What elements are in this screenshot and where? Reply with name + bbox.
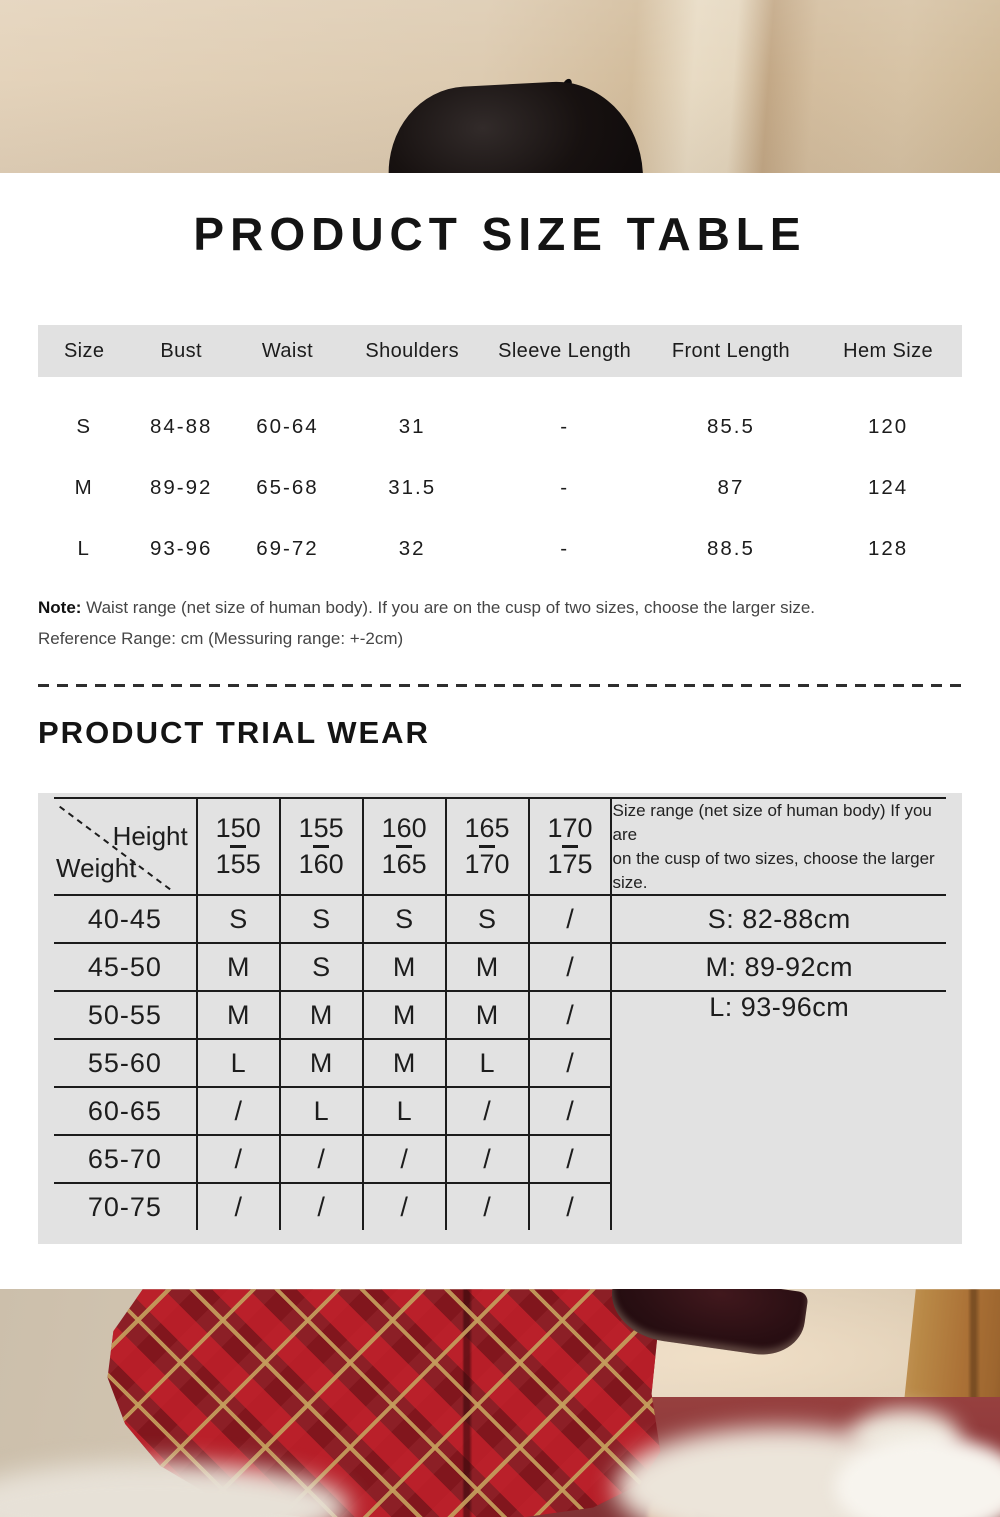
trial-cell: / <box>363 1135 446 1183</box>
trial-cell: S <box>280 943 363 991</box>
weight-label: 65-70 <box>54 1135 197 1183</box>
trial-cell: S <box>197 895 280 943</box>
height-col-165-170 <box>446 798 529 895</box>
size-row-m <box>38 457 962 518</box>
size-cell: 84-88 <box>149 414 213 438</box>
height-bottom: 155 <box>215 849 261 880</box>
col-header-sleeve: Sleeve Length <box>481 325 647 377</box>
weight-label: 55-60 <box>54 1039 197 1087</box>
height-bottom: 170 <box>464 849 510 880</box>
page-title: PRODUCT SIZE TABLE <box>193 208 807 260</box>
trial-cell: / <box>446 1087 529 1135</box>
range-dash <box>230 845 246 848</box>
trial-panel <box>38 793 962 1244</box>
range-dash <box>313 845 329 848</box>
height-bottom: 175 <box>547 849 593 880</box>
note-line-2: Reference Range: cm (Messuring range: +-2cm) <box>38 628 404 648</box>
range-dash <box>396 845 412 848</box>
col-header-size: Size <box>38 325 130 377</box>
corner-cell <box>54 798 197 895</box>
trial-cell: / <box>363 1183 446 1230</box>
size-cell: 69-72 <box>256 536 319 560</box>
trial-cell: S <box>280 895 363 943</box>
trial-title: PRODUCT TRIAL WEAR <box>38 715 430 751</box>
range-dash <box>479 845 495 848</box>
trial-cell: S <box>363 895 446 943</box>
size-cell: S <box>76 414 93 438</box>
height-top: 160 <box>381 813 427 844</box>
trial-cell: M <box>197 943 280 991</box>
weight-label: 50-55 <box>54 991 197 1039</box>
weight-label: 60-65 <box>54 1087 197 1135</box>
weight-label: 70-75 <box>54 1183 197 1230</box>
weight-label: 45-50 <box>54 943 197 991</box>
trial-cell: / <box>529 1135 612 1183</box>
size-row-s <box>38 377 962 457</box>
size-cell: - <box>560 414 570 438</box>
trial-note-line-2: on the cusp of two sizes, choose the larger size. <box>612 848 935 892</box>
note-line-1 <box>38 593 962 624</box>
size-cell: 88.5 <box>707 536 755 560</box>
size-range-s: S: 82-88cm <box>611 895 946 943</box>
size-row-l <box>38 518 962 579</box>
size-cell: 60-64 <box>256 414 319 438</box>
trial-cell: / <box>280 1135 363 1183</box>
height-top: 165 <box>464 813 510 844</box>
height-top: 150 <box>215 813 261 844</box>
range-dash <box>562 845 578 848</box>
trial-cell: / <box>280 1183 363 1230</box>
trial-cell: / <box>197 1183 280 1230</box>
size-cell: 120 <box>867 414 909 438</box>
weight-label: 40-45 <box>54 895 197 943</box>
dashed-divider <box>38 684 962 687</box>
trial-header-row <box>54 798 946 895</box>
note-label: Note: <box>38 598 82 617</box>
trial-cell: M <box>197 991 280 1039</box>
trial-cell: L <box>197 1039 280 1087</box>
size-cell: 32 <box>398 536 426 560</box>
size-cell: - <box>560 536 570 560</box>
bottom-photo <box>0 1289 1000 1517</box>
size-cell: - <box>560 475 570 499</box>
note-text: Waist range (net size of human body). If you are on the cusp of two sizes, choose the larger size. <box>81 598 816 617</box>
height-col-170-175 <box>529 798 612 895</box>
col-header-hem: Hem Size <box>814 325 962 377</box>
trial-cell: L <box>446 1039 529 1087</box>
height-top: 155 <box>298 813 344 844</box>
corner-weight-label: Weight <box>56 853 137 884</box>
trial-cell: / <box>529 1183 612 1230</box>
size-range-m: M: 89-92cm <box>611 943 946 991</box>
size-note <box>38 593 962 654</box>
trial-cell: L <box>363 1087 446 1135</box>
col-header-bust: Bust <box>130 325 232 377</box>
trial-cell: M <box>446 943 529 991</box>
trial-cell: / <box>529 1087 612 1135</box>
size-cell: 31 <box>398 414 426 438</box>
size-cell: 93-96 <box>149 536 213 560</box>
height-bottom: 165 <box>381 849 427 880</box>
size-cell: 65-68 <box>256 475 319 499</box>
trial-note-line-1: Size range (net size of human body) If you are <box>612 801 932 844</box>
black-beret <box>384 77 646 173</box>
size-cell: 31.5 <box>388 475 437 499</box>
trial-cell: / <box>446 1183 529 1230</box>
size-range-l: L: 93-96cm <box>709 992 850 1023</box>
size-table-header-row <box>38 325 962 377</box>
trial-row-45-50 <box>54 943 946 991</box>
size-cell: 124 <box>867 475 909 499</box>
height-col-160-165 <box>363 798 446 895</box>
height-col-155-160 <box>280 798 363 895</box>
trial-cell: M <box>363 1039 446 1087</box>
size-cell: M <box>74 475 94 499</box>
size-cell: 128 <box>867 536 909 560</box>
trial-cell: / <box>529 1039 612 1087</box>
col-header-front: Front Length <box>648 325 814 377</box>
height-top: 170 <box>547 813 593 844</box>
trial-cell: L <box>280 1087 363 1135</box>
trial-table <box>54 797 946 1230</box>
trial-note-cell <box>611 798 946 895</box>
size-cell: 89-92 <box>149 475 213 499</box>
height-bottom: 160 <box>298 849 344 880</box>
corner-height-label: Height <box>112 821 188 852</box>
trial-cell: M <box>280 1039 363 1087</box>
trial-cell: / <box>529 991 612 1039</box>
trial-cell: M <box>363 943 446 991</box>
trial-cell: M <box>446 991 529 1039</box>
trial-row-50-55 <box>54 991 946 1039</box>
size-cell: 87 <box>717 475 745 499</box>
trial-cell: / <box>529 943 612 991</box>
trial-cell: M <box>280 991 363 1039</box>
trial-cell: M <box>363 991 446 1039</box>
trial-cell: / <box>197 1087 280 1135</box>
col-header-waist: Waist <box>232 325 343 377</box>
trial-cell: / <box>197 1135 280 1183</box>
col-header-shoulders: Shoulders <box>343 325 482 377</box>
trial-row-40-45 <box>54 895 946 943</box>
trial-cell: / <box>446 1135 529 1183</box>
size-table <box>38 325 962 579</box>
trial-cell: / <box>529 895 612 943</box>
size-cell: L <box>77 536 91 560</box>
height-col-150-155 <box>197 798 280 895</box>
trial-cell: S <box>446 895 529 943</box>
size-cell: 85.5 <box>707 414 755 438</box>
top-photo <box>0 0 1000 173</box>
